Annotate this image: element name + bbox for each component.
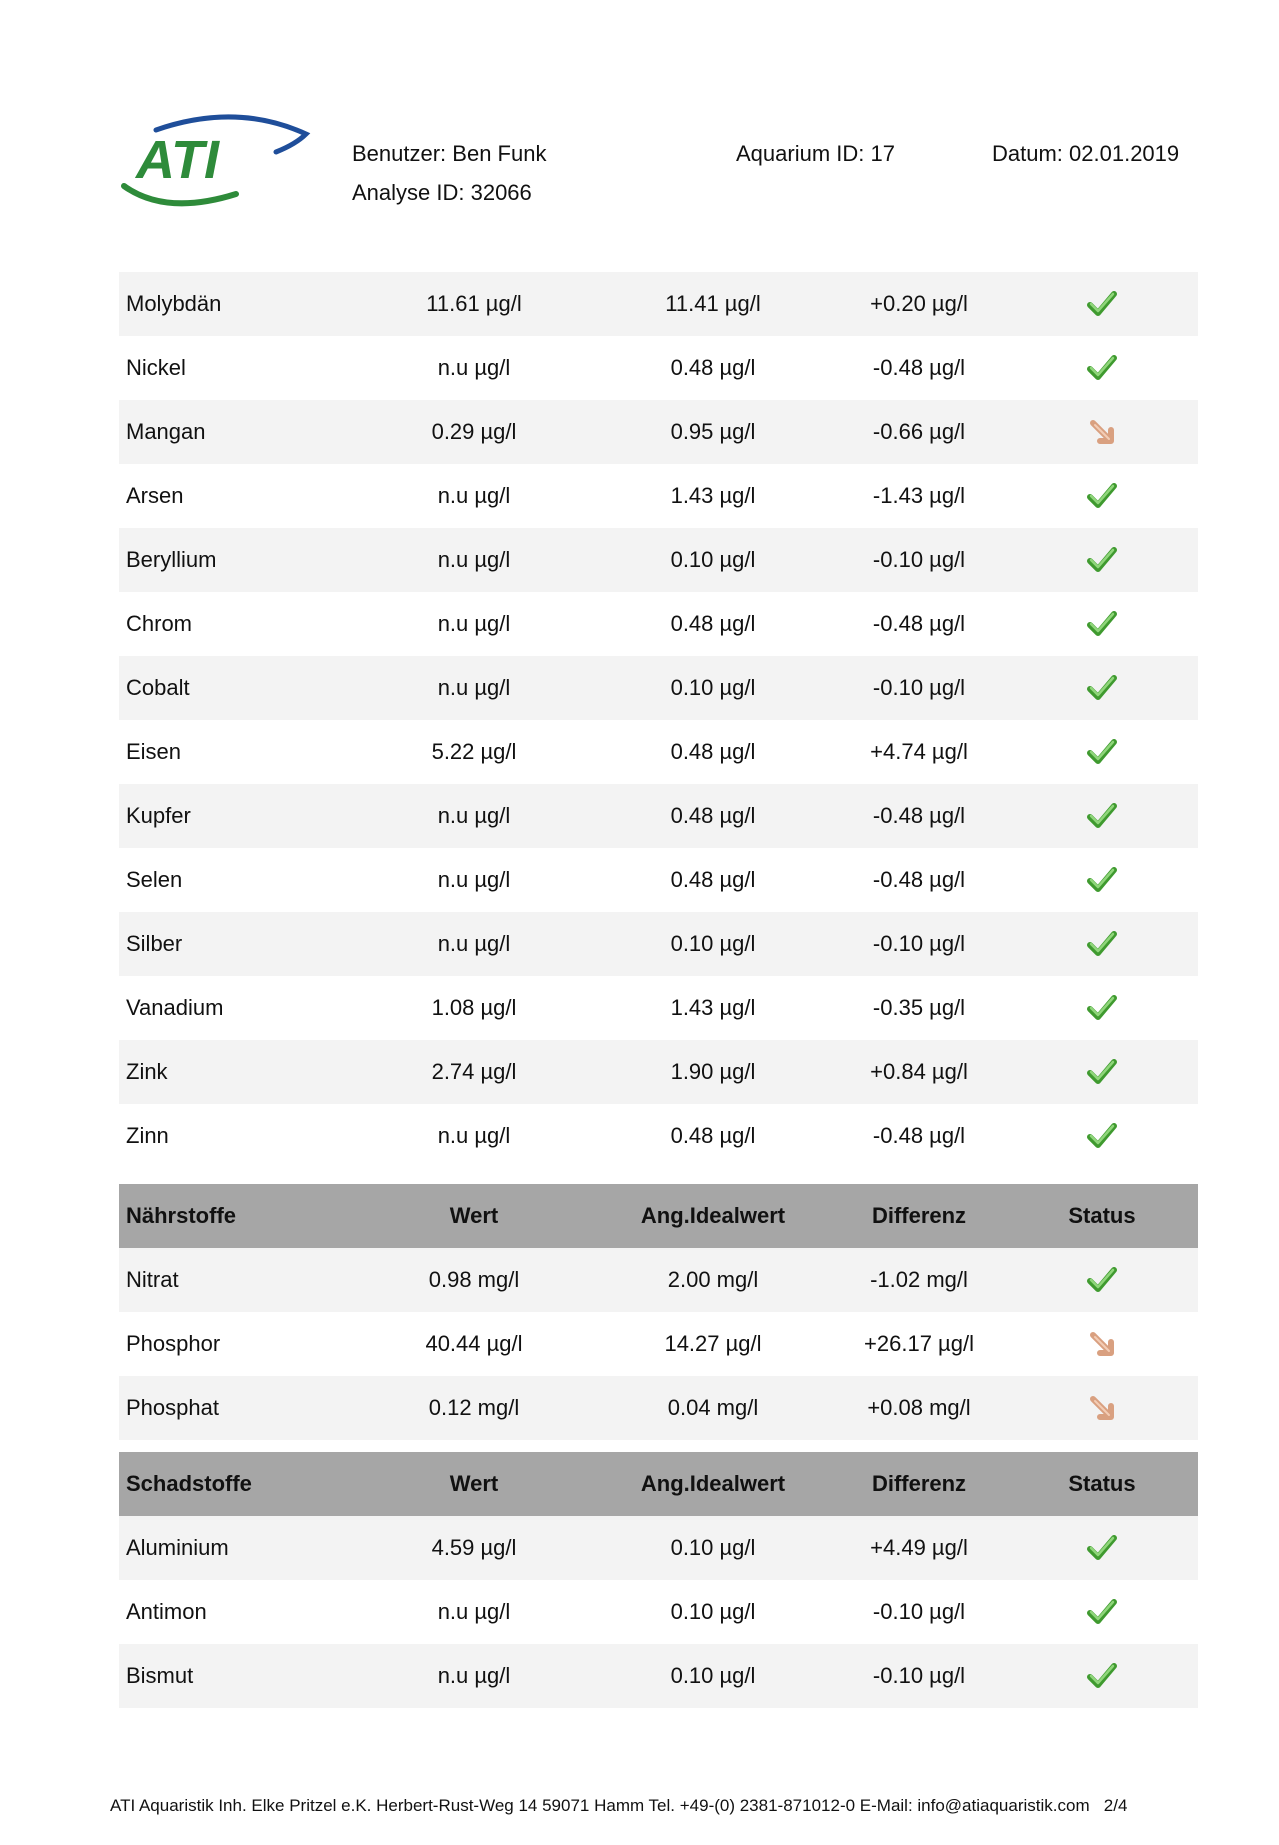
- table-row: [119, 1040, 1198, 1104]
- status-cell: [1006, 864, 1198, 896]
- parameter-name: Nitrat: [126, 1267, 179, 1292]
- measured-value: n.u µg/l: [437, 1123, 511, 1148]
- check-icon: [1086, 1660, 1118, 1692]
- status-cell: [1006, 928, 1198, 960]
- check-icon: [1086, 736, 1118, 768]
- analysis-id-label: Analyse ID: 32066: [352, 180, 532, 205]
- ideal-value: 0.95 µg/l: [670, 419, 756, 444]
- difference-value: +0.84 µg/l: [870, 1059, 968, 1084]
- measured-value: 0.12 mg/l: [428, 1395, 520, 1420]
- check-icon: [1086, 352, 1118, 384]
- column-header-name: Nährstoffe: [126, 1203, 237, 1228]
- measured-value: n.u µg/l: [437, 1599, 511, 1624]
- table-row: [119, 336, 1198, 400]
- parameter-name: Zinn: [126, 1123, 169, 1148]
- parameter-name: Silber: [126, 931, 183, 956]
- warning-arrow-icon: [1086, 416, 1118, 448]
- table-row: [119, 1248, 1198, 1312]
- difference-value: -0.35 µg/l: [872, 995, 966, 1020]
- difference-value: -0.10 µg/l: [872, 931, 966, 956]
- difference-value: -0.66 µg/l: [872, 419, 966, 444]
- column-header-status: Status: [1068, 1471, 1136, 1496]
- column-header-status: Status: [1068, 1203, 1136, 1228]
- check-icon: [1086, 608, 1118, 640]
- parameter-name: Selen: [126, 867, 183, 892]
- check-icon: [1086, 672, 1118, 704]
- warning-arrow-icon: [1086, 1392, 1118, 1424]
- status-cell: [1006, 352, 1198, 384]
- check-icon: [1086, 928, 1118, 960]
- ideal-value: 0.10 µg/l: [670, 1599, 756, 1624]
- status-cell: [1006, 992, 1198, 1024]
- difference-value: +4.49 µg/l: [870, 1535, 968, 1560]
- measured-value: 5.22 µg/l: [431, 739, 517, 764]
- status-cell: [1006, 608, 1198, 640]
- parameter-name: Aluminium: [126, 1535, 229, 1560]
- date-label: Datum: 02.01.2019: [992, 141, 1180, 166]
- measured-value: n.u µg/l: [437, 675, 511, 700]
- ideal-value: 0.10 µg/l: [670, 931, 756, 956]
- measured-value: n.u µg/l: [437, 547, 511, 572]
- parameter-name: Zink: [126, 1059, 168, 1084]
- column-header-value: Wert: [449, 1471, 499, 1496]
- check-icon: [1086, 1264, 1118, 1296]
- parameter-name: Beryllium: [126, 547, 217, 572]
- ati-logo: [116, 108, 312, 210]
- ideal-value: 0.48 µg/l: [670, 355, 756, 380]
- user-label: Benutzer: Ben Funk: [352, 141, 547, 166]
- status-cell: [1006, 800, 1198, 832]
- table-row: [119, 1376, 1198, 1440]
- measured-value: n.u µg/l: [437, 355, 511, 380]
- parameter-name: Eisen: [126, 739, 182, 764]
- footer-page-number: 2/4: [1103, 1796, 1128, 1815]
- measured-value: 11.61 µg/l: [426, 291, 522, 316]
- aquarium-id-label: Aquarium ID: 17: [736, 141, 895, 166]
- table-row: [119, 976, 1198, 1040]
- measured-value: 0.29 µg/l: [431, 419, 517, 444]
- parameter-name: Vanadium: [126, 995, 224, 1020]
- difference-value: -0.10 µg/l: [872, 675, 966, 700]
- status-cell: [1006, 1056, 1198, 1088]
- parameter-name: Phosphor: [126, 1331, 221, 1356]
- parameter-name: Cobalt: [126, 675, 190, 700]
- check-icon: [1086, 1532, 1118, 1564]
- warning-arrow-icon: [1086, 1328, 1118, 1360]
- table-row: [119, 528, 1198, 592]
- table-row: [119, 848, 1198, 912]
- table-row: [119, 1516, 1198, 1580]
- table-row: [119, 656, 1198, 720]
- check-icon: [1086, 1596, 1118, 1628]
- measured-value: n.u µg/l: [437, 867, 511, 892]
- parameter-name: Kupfer: [126, 803, 191, 828]
- ideal-value: 0.10 µg/l: [670, 1663, 756, 1688]
- check-icon: [1086, 288, 1118, 320]
- trace-elements-table: [119, 272, 1198, 1168]
- check-icon: [1086, 480, 1118, 512]
- parameter-name: Molybdän: [126, 291, 222, 316]
- table-row: [119, 1580, 1198, 1644]
- measured-value: 40.44 µg/l: [425, 1331, 523, 1356]
- difference-value: +4.74 µg/l: [870, 739, 968, 764]
- table-row: [119, 592, 1198, 656]
- check-icon: [1086, 1056, 1118, 1088]
- measured-value: 0.98 mg/l: [428, 1267, 520, 1292]
- measured-value: n.u µg/l: [437, 803, 511, 828]
- parameter-name: Phosphat: [126, 1395, 219, 1420]
- status-cell: [1006, 1120, 1198, 1152]
- status-cell: [1006, 480, 1198, 512]
- column-header-name: Schadstoffe: [126, 1471, 252, 1496]
- measured-value: 4.59 µg/l: [431, 1535, 517, 1560]
- measured-value: 2.74 µg/l: [431, 1059, 517, 1084]
- table-header-row: [119, 1452, 1198, 1516]
- status-cell: [1006, 736, 1198, 768]
- ideal-value: 0.04 mg/l: [667, 1395, 759, 1420]
- ideal-value: 0.48 µg/l: [670, 739, 756, 764]
- check-icon: [1086, 992, 1118, 1024]
- parameter-name: Antimon: [126, 1599, 207, 1624]
- difference-value: -0.10 µg/l: [872, 1599, 966, 1624]
- ideal-value: 0.48 µg/l: [670, 867, 756, 892]
- status-cell: [1006, 1264, 1198, 1296]
- status-cell: [1006, 1596, 1198, 1628]
- status-cell: [1006, 672, 1198, 704]
- ideal-value: 1.43 µg/l: [670, 483, 756, 508]
- measured-value: n.u µg/l: [437, 611, 511, 636]
- footer: [110, 1796, 1127, 1816]
- footer-contact: ATI Aquaristik Inh. Elke Pritzel e.K. Herbert-Rust-Weg 14 59071 Hamm Tel. +49-(0) 2381-871012-0 E-Mail: info@atiaquaristik.com: [110, 1796, 1090, 1815]
- parameter-name: Bismut: [126, 1663, 194, 1688]
- measured-value: n.u µg/l: [437, 483, 511, 508]
- difference-value: -0.48 µg/l: [872, 611, 966, 636]
- table-row: [119, 400, 1198, 464]
- table-row: [119, 1312, 1198, 1376]
- difference-value: -1.02 mg/l: [870, 1267, 968, 1292]
- column-header-ideal: Ang.Idealwert: [640, 1471, 786, 1496]
- logo-text: ATI: [136, 130, 219, 190]
- ideal-value: 0.48 µg/l: [670, 611, 756, 636]
- check-icon: [1086, 800, 1118, 832]
- difference-value: -1.43 µg/l: [872, 483, 966, 508]
- column-header-value: Wert: [449, 1203, 499, 1228]
- difference-value: +0.20 µg/l: [870, 291, 968, 316]
- table-header-row: [119, 1184, 1198, 1248]
- table-row: [119, 272, 1198, 336]
- ideal-value: 0.10 µg/l: [670, 1535, 756, 1560]
- status-cell: [1006, 544, 1198, 576]
- ideal-value: 0.10 µg/l: [670, 675, 756, 700]
- measured-value: 1.08 µg/l: [431, 995, 517, 1020]
- ideal-value: 0.10 µg/l: [670, 547, 756, 572]
- parameter-name: Chrom: [126, 611, 193, 636]
- status-cell: [1006, 416, 1198, 448]
- status-cell: [1006, 1532, 1198, 1564]
- difference-value: -0.48 µg/l: [872, 1123, 966, 1148]
- difference-value: +0.08 mg/l: [867, 1395, 971, 1420]
- table-row: [119, 720, 1198, 784]
- difference-value: -0.48 µg/l: [872, 803, 966, 828]
- column-header-diff: Differenz: [871, 1471, 967, 1496]
- parameter-name: Nickel: [126, 355, 186, 380]
- difference-value: -0.48 µg/l: [872, 355, 966, 380]
- ideal-value: 11.41 µg/l: [665, 291, 761, 316]
- measured-value: n.u µg/l: [437, 931, 511, 956]
- check-icon: [1086, 864, 1118, 896]
- difference-value: -0.48 µg/l: [872, 867, 966, 892]
- table-row: [119, 912, 1198, 976]
- table-row: [119, 1104, 1198, 1168]
- column-header-ideal: Ang.Idealwert: [640, 1203, 786, 1228]
- difference-value: -0.10 µg/l: [872, 1663, 966, 1688]
- parameter-name: Arsen: [126, 483, 184, 508]
- status-cell: [1006, 1328, 1198, 1360]
- table-row: [119, 784, 1198, 848]
- ideal-value: 14.27 µg/l: [664, 1331, 762, 1356]
- status-cell: [1006, 288, 1198, 320]
- ideal-value: 1.43 µg/l: [670, 995, 756, 1020]
- ideal-value: 2.00 mg/l: [667, 1267, 759, 1292]
- status-cell: [1006, 1392, 1198, 1424]
- measured-value: n.u µg/l: [437, 1663, 511, 1688]
- column-header-diff: Differenz: [871, 1203, 967, 1228]
- pollutants-table: [119, 1452, 1198, 1708]
- parameter-name: Mangan: [126, 419, 206, 444]
- ideal-value: 0.48 µg/l: [670, 1123, 756, 1148]
- ideal-value: 1.90 µg/l: [670, 1059, 756, 1084]
- nutrients-table: [119, 1184, 1198, 1440]
- check-icon: [1086, 1120, 1118, 1152]
- ideal-value: 0.48 µg/l: [670, 803, 756, 828]
- table-row: [119, 1644, 1198, 1708]
- table-row: [119, 464, 1198, 528]
- difference-value: +26.17 µg/l: [864, 1331, 974, 1356]
- difference-value: -0.10 µg/l: [872, 547, 966, 572]
- status-cell: [1006, 1660, 1198, 1692]
- check-icon: [1086, 544, 1118, 576]
